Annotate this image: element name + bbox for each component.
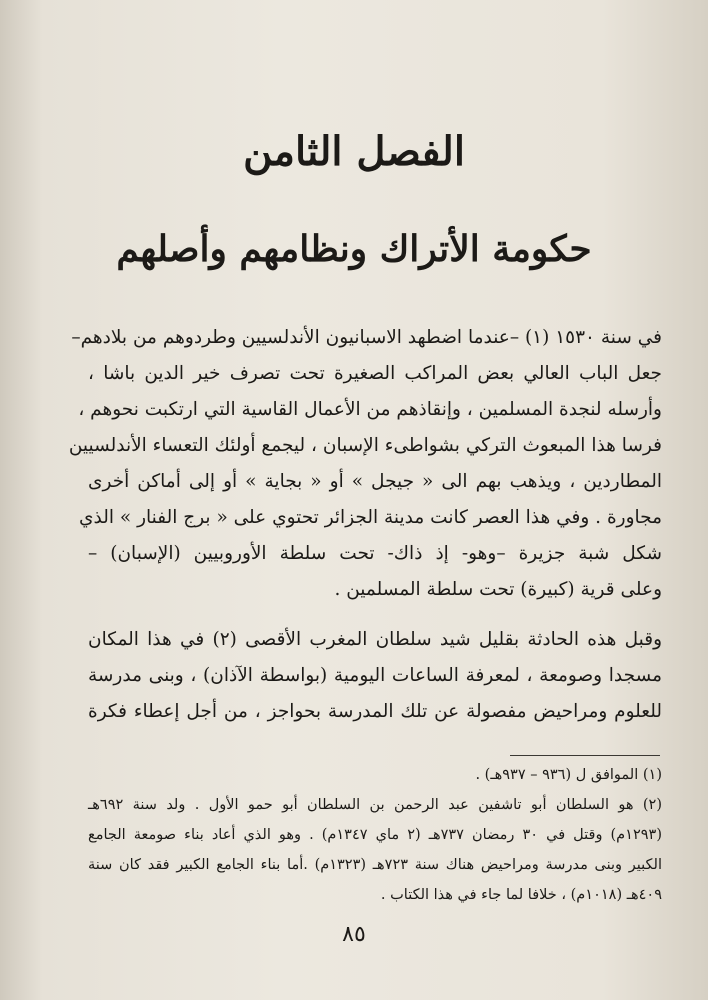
text-line: مجاورة . وفي هذا العصر كانت مدينة الجزائر تحتوي على « برج الفنار » الذي: [79, 507, 662, 528]
footnotes: [88, 760, 662, 910]
paragraph-1: [68, 320, 662, 608]
text-line: جعل الباب العالي بعض المراكب الصغيرة تحت تصرف خير الدين باشا ،: [88, 363, 662, 384]
text-line: في سنة ١٥٣٠ (١) –عندما اضطهد الاسبانيون الأندلسيين وطردوهم من بلادهم–: [71, 327, 662, 348]
text-line: للعلوم ومراحيض مفصولة عن تلك المدرسة بحواجز ، من أجل إعطاء فكرة: [88, 701, 662, 722]
footnote-divider: [510, 755, 660, 756]
text-line: المطاردين ، ويذهب بهم الى « جيجل » أو « بجاية » أو إلى أماكن أخرى: [88, 471, 662, 492]
text-line: وقبل هذه الحادثة بقليل شيد سلطان المغرب الأقصى (٢) في هذا المكان: [88, 629, 663, 650]
text-line: مسجدا وصومعة ، لمعرفة الساعات اليومية (بواسطة الآذان) ، وبنى مدرسة: [88, 665, 662, 686]
section-title: حكومة الأتراك ونظامهم وأصلهم: [116, 228, 592, 270]
footnote-line: الكبير وبنى مدرسة ومراحيض هناك سنة ٧٢٣هـ (١٣٢٣م) .أما بناء الجامع الكبير فقد كان سنة: [88, 857, 662, 873]
paragraph-2: [88, 622, 662, 730]
text-line: وأرسله لنجدة المسلمين ، وإنقاذهم من الأعمال القاسية التي ارتكبت نحوهم ،: [78, 399, 662, 420]
footnote-line: ٤٠٩هـ (١٠١٨م) ، خلافا لما جاء في هذا الكتاب .: [380, 887, 662, 903]
footnote-line: (١) الموافق ل (٩٣٦ – ٩٣٧هـ) .: [475, 767, 662, 783]
footnote-line: (١٢٩٣م) وقتل في ٣٠ رمضان ٧٣٧هـ (٢ ماي ١٣٤٧م) . وهو الذي أعاد بناء صومعة الجامع: [88, 827, 662, 843]
chapter-title: الفصل الثامن: [243, 128, 465, 175]
text-line: فرسا هذا المبعوث التركي بشواطىء الإسبان ، ليجمع أولئك التعساء الأندلسيين: [68, 435, 662, 456]
text-line: شكل شبة جزيرة –وهو- إذ ذاك- تحت سلطة الأوروبيين (الإسبان) –: [88, 543, 662, 564]
page-number: ٨٥: [342, 922, 366, 947]
text-line: وعلى قرية (كبيرة) تحت سلطة المسلمين .: [334, 579, 662, 600]
footnote-line: (٢) هو السلطان أبو تاشفين عبد الرحمن بن السلطان أبو حمو الأول . ولد سنة ٦٩٢هـ: [88, 797, 662, 813]
